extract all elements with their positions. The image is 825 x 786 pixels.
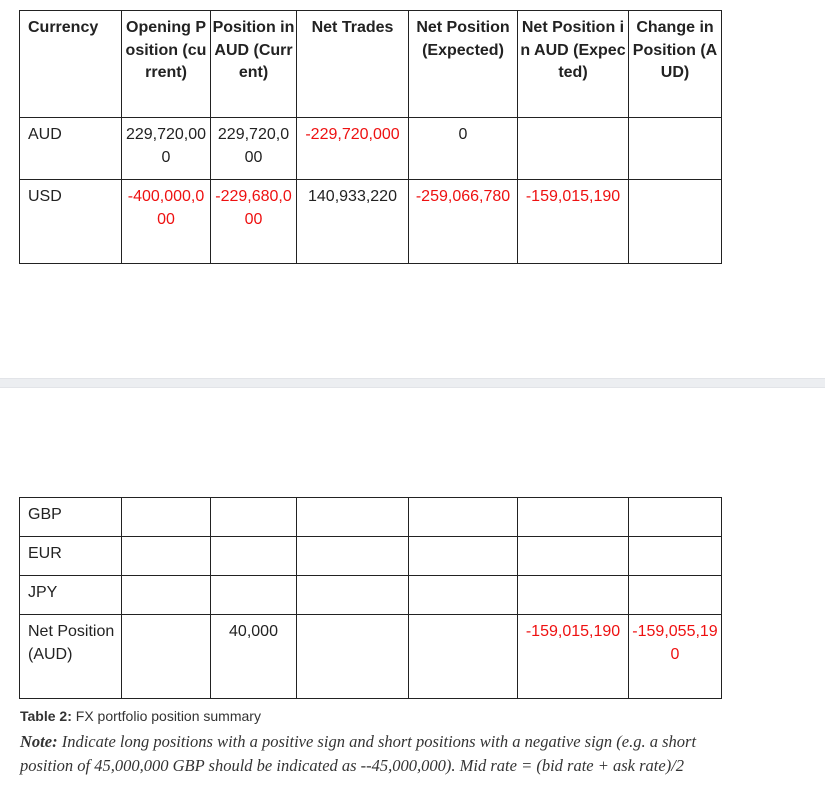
fx-position-table-top: [19, 10, 722, 264]
cell-position-in-aud: 40,000: [211, 615, 297, 699]
cell-net-position-aud-expected: [518, 498, 629, 537]
cell-net-position-aud-expected: [518, 576, 629, 615]
cell-opening-position: 229,720,000: [122, 118, 211, 180]
cell-currency: GBP: [20, 498, 122, 537]
cell-opening-position: -400,000,000: [122, 180, 211, 264]
cell-net-position-expected: -259,066,780: [409, 180, 518, 264]
cell-net-trades: [297, 576, 409, 615]
cell-currency: USD: [20, 180, 122, 264]
table-caption: [20, 708, 261, 724]
table-row-gbp: [20, 498, 722, 537]
cell-change-in-position: [629, 537, 722, 576]
cell-change-in-position: [629, 576, 722, 615]
header-net-position-expected: Net Position (Expected): [409, 11, 518, 118]
header-net-position-aud-expected: Net Position in AUD (Expected): [518, 11, 629, 118]
cell-net-position-expected: [409, 537, 518, 576]
table-row-net-position: [20, 615, 722, 699]
cell-net-position-expected: [409, 576, 518, 615]
cell-currency: AUD: [20, 118, 122, 180]
cell-net-position-aud-expected: -159,015,190: [518, 180, 629, 264]
header-currency: Currency: [20, 11, 122, 118]
cell-net-position-expected: 0: [409, 118, 518, 180]
cell-opening-position: [122, 615, 211, 699]
fx-position-table-bottom: [19, 497, 722, 699]
table-note: [20, 730, 725, 778]
cell-net-trades: -229,720,000: [297, 118, 409, 180]
cell-position-in-aud: 229,720,000: [211, 118, 297, 180]
caption-text: FX portfolio position summary: [71, 708, 261, 724]
cell-position-in-aud: [211, 498, 297, 537]
cell-currency: EUR: [20, 537, 122, 576]
note-text: Indicate long positions with a positive sign and short positions with a negative sign (e.g. a short position of 45,000,000 GBP should be indicated as --45,000,000). Mid rate = (bid rate + ask rate)/2: [20, 732, 697, 775]
cell-net-position-aud-expected: -159,015,190: [518, 615, 629, 699]
cell-net-position-expected: [409, 615, 518, 699]
table-row-jpy: [20, 576, 722, 615]
note-label: Note:: [20, 732, 58, 751]
header-net-trades: Net Trades: [297, 11, 409, 118]
cell-net-trades: 140,933,220: [297, 180, 409, 264]
table-row-aud: [20, 118, 722, 180]
caption-label: Table 2:: [20, 708, 72, 724]
header-opening-position: Opening Position (current): [122, 11, 211, 118]
cell-change-in-position: [629, 118, 722, 180]
table-row-usd: [20, 180, 722, 264]
cell-opening-position: [122, 576, 211, 615]
cell-opening-position: [122, 498, 211, 537]
header-position-in-aud: Position in AUD (Current): [211, 11, 297, 118]
cell-opening-position: [122, 537, 211, 576]
cell-net-trades: [297, 498, 409, 537]
cell-currency: JPY: [20, 576, 122, 615]
cell-change-in-position: [629, 180, 722, 264]
cell-position-in-aud: [211, 537, 297, 576]
table-header-row: [20, 11, 722, 118]
header-change-in-position: Change in Position (AUD): [629, 11, 722, 118]
table-row-eur: [20, 537, 722, 576]
cell-position-in-aud: -229,680,000: [211, 180, 297, 264]
cell-net-trades: [297, 615, 409, 699]
cell-net-position-aud-expected: [518, 118, 629, 180]
page-break-divider: [0, 378, 825, 388]
cell-currency: Net Position (AUD): [20, 615, 122, 699]
cell-change-in-position: [629, 498, 722, 537]
cell-net-position-expected: [409, 498, 518, 537]
cell-net-position-aud-expected: [518, 537, 629, 576]
cell-net-trades: [297, 537, 409, 576]
cell-change-in-position: -159,055,190: [629, 615, 722, 699]
cell-position-in-aud: [211, 576, 297, 615]
